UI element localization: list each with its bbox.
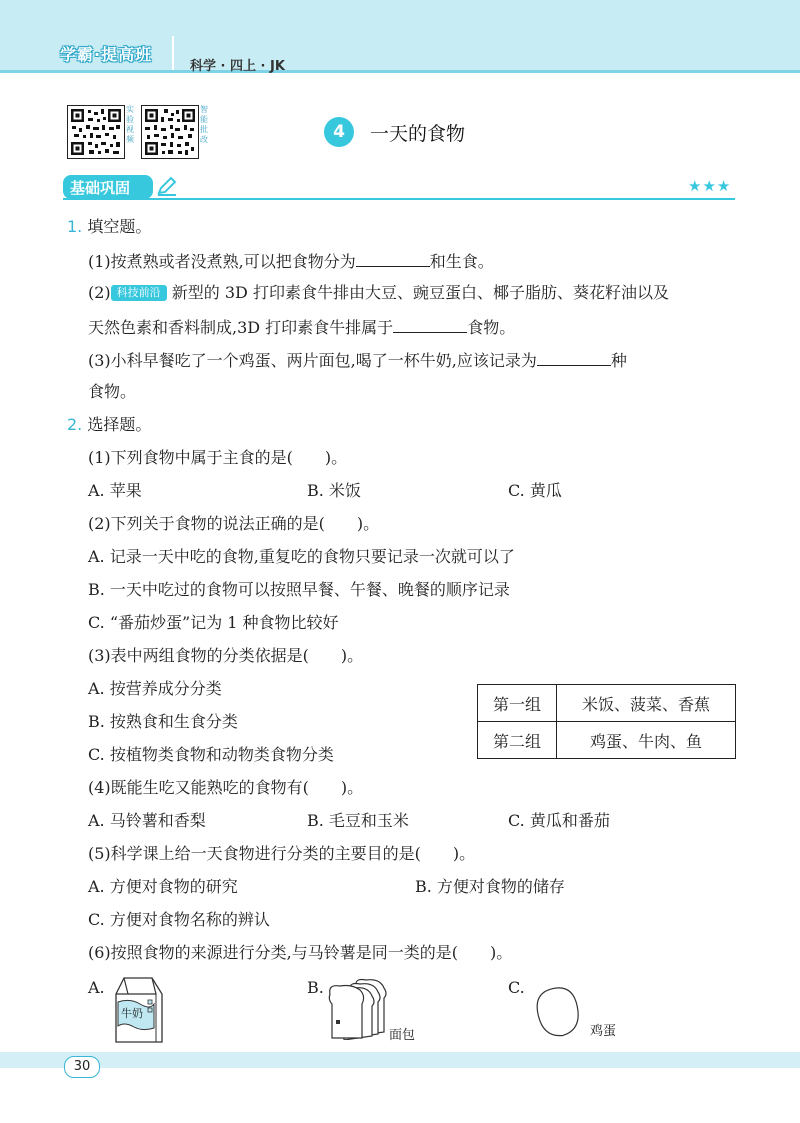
section-label: 基础巩固 <box>70 179 131 197</box>
q2-5-option-b[interactable]: B. 方便对食物的储存 <box>415 877 565 896</box>
question-number: 1. <box>67 217 83 236</box>
bread-image[interactable] <box>326 978 388 1040</box>
q2-3-option-b[interactable]: B. 按熟食和生食分类 <box>88 712 238 731</box>
section-underline <box>63 198 735 200</box>
table-cell-group: 第一组 <box>478 685 557 722</box>
q2-2-option-b[interactable]: B. 一天中吃过的食物可以按照早餐、午餐、晚餐的顺序记录 <box>88 580 510 599</box>
pencil-icon <box>156 176 178 200</box>
table-cell-foods: 米饭、菠菜、香蕉 <box>557 685 736 722</box>
question-2-title <box>67 415 151 435</box>
q2-5-option-c[interactable]: C. 方便对食物名称的辨认 <box>88 910 270 929</box>
q2-1-option-a[interactable]: A. 苹果 <box>88 481 142 500</box>
q1-item-1-text: (1)按煮熟或者没煮熟,可以把食物分为 <box>88 252 356 271</box>
q2-sub-2: (2)下列关于食物的说法正确的是( )。 <box>88 514 380 533</box>
q1-item-3-unit: 种 <box>610 351 627 370</box>
q2-6-option-b-letter[interactable]: B. <box>307 978 324 997</box>
bread-caption: 面包 <box>389 1028 416 1043</box>
question-type: 填空题。 <box>87 217 152 236</box>
table-cell-group: 第二组 <box>478 722 557 759</box>
tech-frontier-tag: 科技前沿 <box>111 285 167 301</box>
lesson-title: 一天的食物 <box>370 123 466 145</box>
q2-sub-6: (6)按照食物的来源进行分类,与马铃薯是同一类的是( )。 <box>88 943 513 962</box>
egg-image[interactable] <box>530 984 592 1040</box>
q1-item-2-tail: 食物。 <box>467 318 516 337</box>
lesson-number-badge: 4 <box>324 117 354 147</box>
q2-6-option-c-letter[interactable]: C. <box>508 978 525 997</box>
q2-3-option-a[interactable]: A. 按营养成分分类 <box>88 679 222 698</box>
q1-item-2-num: (2) <box>88 283 111 302</box>
q2-1-option-c[interactable]: C. 黄瓜 <box>508 481 562 500</box>
q1-item-1-tail: 和生食。 <box>429 252 494 271</box>
qr-code-experiment-video[interactable] <box>67 105 125 159</box>
q1-item-2 <box>88 283 669 303</box>
q2-sub-4: (4)既能生吃又能熟吃的食物有( )。 <box>88 778 364 797</box>
q2-sub-5: (5)科学课上给一天食物进行分类的主要目的是( )。 <box>88 844 476 863</box>
question-number: 2. <box>67 415 83 434</box>
footer-band <box>0 1052 800 1068</box>
header-divider <box>0 70 800 73</box>
q2-4-option-a[interactable]: A. 马铃薯和香梨 <box>88 811 206 830</box>
qr-label-smart-grading: 智能批改 <box>200 105 208 144</box>
table-row <box>478 722 736 759</box>
answer-blank[interactable] <box>393 316 467 333</box>
qr-label-experiment-video: 实验视频 <box>126 105 134 144</box>
milk-carton-image[interactable] <box>106 974 168 1046</box>
egg-caption: 鸡蛋 <box>590 1024 617 1039</box>
question-type: 选择题。 <box>87 415 152 434</box>
difficulty-stars: ★★★ <box>688 177 732 195</box>
page-number: 30 <box>64 1056 100 1078</box>
table-cell-foods: 鸡蛋、牛肉、鱼 <box>557 722 736 759</box>
q2-3-option-c[interactable]: C. 按植物类食物和动物类食物分类 <box>88 745 334 764</box>
q2-6-option-a-letter[interactable]: A. <box>88 978 105 997</box>
brand-separator <box>172 36 174 70</box>
q2-sub-1: (1)下列食物中属于主食的是( )。 <box>88 448 348 467</box>
q2-2-option-c[interactable]: C. “番茄炒蛋”记为 1 种食物比较好 <box>88 613 339 632</box>
q1-item-2-cont <box>88 316 515 338</box>
milk-carton-caption: 牛奶 <box>121 1007 143 1020</box>
q1-item-3-text: (3)小科早餐吃了一个鸡蛋、两片面包,喝了一杯牛奶,应该记录为 <box>88 351 537 370</box>
q2-4-option-b[interactable]: B. 毛豆和玉米 <box>307 811 409 830</box>
series-label: 科学 · 四上 · JK <box>190 59 285 74</box>
q1-item-1 <box>88 250 494 272</box>
q2-1-option-b[interactable]: B. 米饭 <box>307 481 361 500</box>
table-row <box>478 685 736 722</box>
answer-blank[interactable] <box>356 250 430 267</box>
q2-5-option-a[interactable]: A. 方便对食物的研究 <box>88 877 238 896</box>
question-1-title <box>67 217 151 237</box>
q2-2-option-a[interactable]: A. 记录一天中吃的食物,重复吃的食物只要记录一次就可以了 <box>88 547 515 566</box>
food-group-table <box>477 684 736 759</box>
q1-item-2-text-cont: 天然色素和香料制成,3D 打印素食牛排属于 <box>88 318 394 337</box>
answer-blank[interactable] <box>537 349 611 366</box>
q1-item-3 <box>88 349 627 371</box>
brand-logo: 学霸·提高班 <box>60 45 153 64</box>
q1-item-3-tail: 食物。 <box>88 382 137 401</box>
q2-sub-3: (3)表中两组食物的分类依据是( )。 <box>88 646 364 665</box>
q1-item-2-text: 新型的 3D 打印素食牛排由大豆、豌豆蛋白、椰子脂肪、葵花籽油以及 <box>171 283 669 302</box>
q2-4-option-c[interactable]: C. 黄瓜和番茄 <box>508 811 610 830</box>
qr-code-smart-grading[interactable] <box>141 105 199 159</box>
